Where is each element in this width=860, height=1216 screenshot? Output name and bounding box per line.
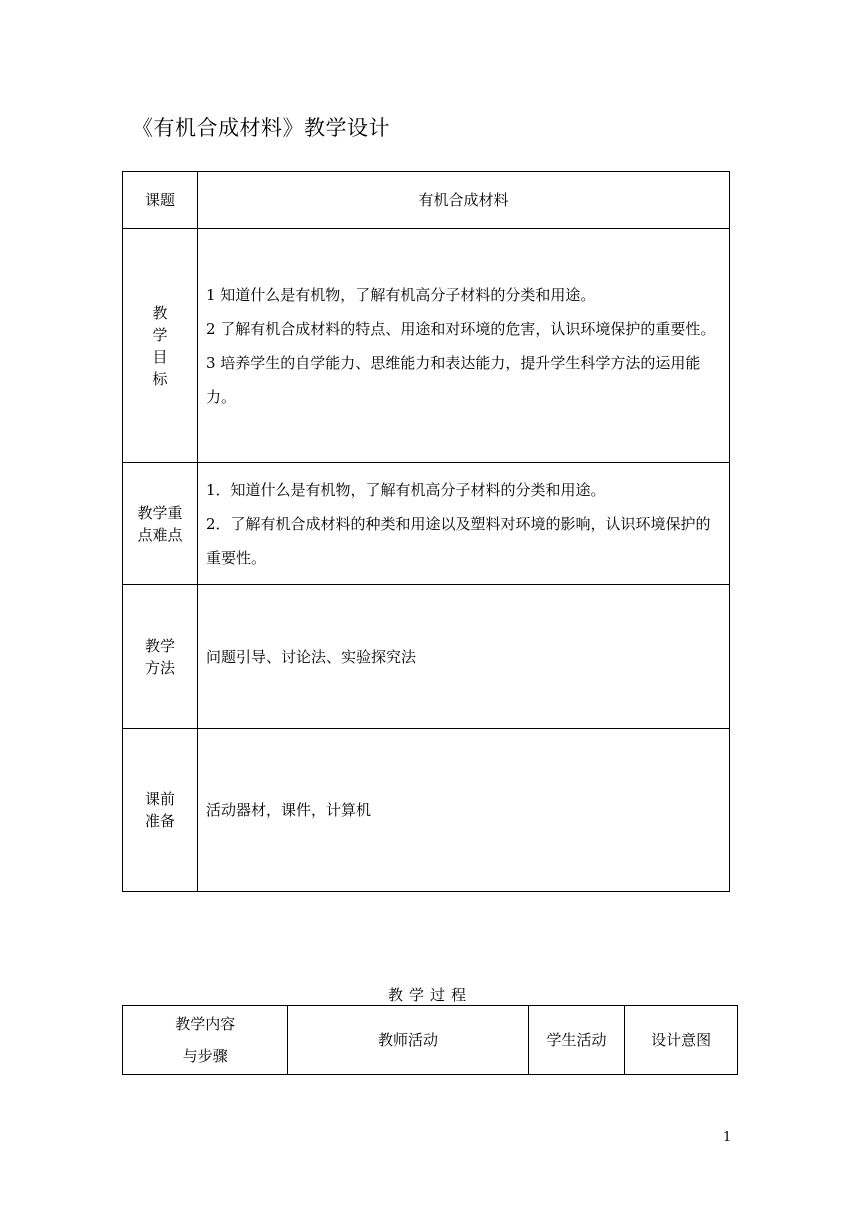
objectives-label — [123, 229, 198, 463]
method-value: 问题引导、讨论法、实验探究法 — [198, 585, 730, 729]
topic-row — [123, 172, 730, 229]
document-title: 《有机合成材料》教学设计 — [132, 116, 390, 140]
keypoints-label-line: 教学重 — [137, 503, 183, 522]
objectives-cell — [198, 229, 730, 463]
page-number: 1 — [723, 1130, 732, 1145]
method-label-line: 方法 — [144, 658, 175, 677]
method-label-line: 教学 — [144, 636, 175, 655]
objective-item: 2 了解有机合成材料的特点、用途和对环境的危害，认识环境保护的重要性。 — [206, 319, 716, 338]
keypoint-item: 2．了解有机合成材料的种类和用途以及塑料对环境的影响，认识环境保护的重要性。 — [206, 514, 711, 567]
keypoints-label — [123, 463, 198, 585]
keypoints-cell — [198, 463, 730, 585]
process-table — [122, 1005, 738, 1075]
prep-row — [123, 729, 730, 892]
method-row — [123, 585, 730, 729]
header-content-steps — [123, 1006, 288, 1075]
objectives-label-text: 教学目标 — [152, 303, 168, 388]
keypoint-item: 1．知道什么是有机物，了解有机高分子材料的分类和用途。 — [206, 480, 606, 499]
prep-label — [123, 729, 198, 892]
keypoints-label-line: 点难点 — [137, 525, 183, 544]
lesson-plan-table — [122, 171, 730, 892]
process-header-row — [123, 1006, 738, 1075]
header-teacher-activity: 教师活动 — [288, 1006, 528, 1075]
header-content-line: 与步骤 — [182, 1047, 228, 1065]
objectives-row — [123, 229, 730, 463]
objective-item: 1 知道什么是有机物，了解有机高分子材料的分类和用途。 — [206, 285, 596, 304]
header-design-intent: 设计意图 — [625, 1006, 738, 1075]
prep-label-line: 课前 — [144, 790, 175, 808]
keypoints-row — [123, 463, 730, 585]
prep-value: 活动器材，课件，计算机 — [198, 729, 730, 892]
method-label — [123, 585, 198, 729]
header-content-line: 教学内容 — [175, 1015, 236, 1033]
objective-item: 3 培养学生的自学能力、思维能力和表达能力，提升学生科学方法的运用能力。 — [206, 353, 701, 406]
topic-value: 有机合成材料 — [198, 172, 730, 229]
header-student-activity: 学生活动 — [528, 1006, 625, 1075]
topic-label: 课题 — [123, 172, 198, 229]
process-title: 教学过程 — [387, 986, 472, 1004]
prep-label-line: 准备 — [144, 812, 175, 830]
